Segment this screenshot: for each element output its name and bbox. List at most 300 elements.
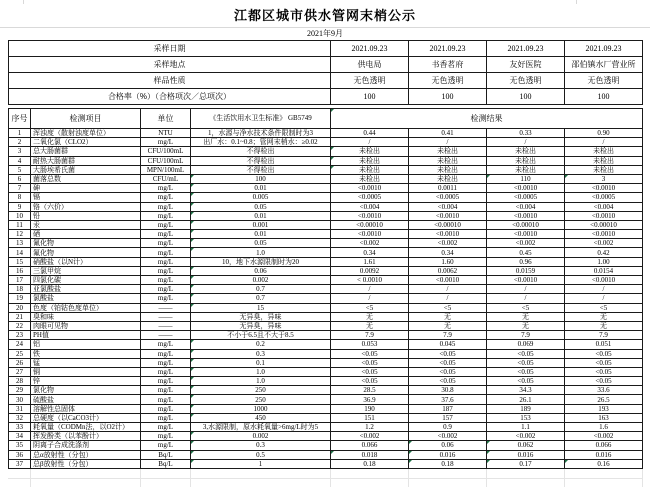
cell-result: <5 — [565, 303, 643, 312]
cell-result: <0.004 — [331, 202, 409, 211]
cell-unit: mg/L — [141, 377, 191, 386]
cell-result: 0.062 — [487, 441, 565, 450]
table-row — [9, 211, 643, 220]
green-corner-marker — [191, 230, 194, 233]
cell-result: <0.05 — [565, 358, 643, 367]
cell-unit: mg/L — [141, 395, 191, 404]
table-row — [9, 367, 643, 376]
cell-result: 1.1 — [487, 423, 565, 432]
cell-no: 22 — [9, 321, 31, 330]
cell-standard: 15 — [191, 303, 331, 312]
cell-result: 未检出 — [331, 147, 409, 156]
cell-result: 0.0159 — [487, 266, 565, 275]
table-row — [9, 441, 643, 450]
green-corner-marker — [191, 414, 194, 417]
cell-result: <0.0010 — [331, 184, 409, 193]
cell-result: <5 — [331, 303, 409, 312]
cell-standard: 1.0 — [191, 377, 331, 386]
cell-item: 亚氯酸盐 — [31, 285, 141, 294]
cell-item: 耐热大肠菌群 — [31, 156, 141, 165]
cell-result: <0.0010 — [409, 276, 487, 285]
cell-no: 32 — [9, 413, 31, 422]
cell-result: <0.05 — [487, 358, 565, 367]
cell-result: <0.05 — [331, 349, 409, 358]
cell-item: 锰 — [31, 358, 141, 367]
cell-result: <0.0005 — [409, 193, 487, 202]
cell-result: <0.05 — [409, 377, 487, 386]
cell-unit: mg/L — [141, 386, 191, 395]
cell-result: / — [331, 138, 409, 147]
cell-result: <0.0010 — [565, 276, 643, 285]
cell-unit: mg/L — [141, 413, 191, 422]
cell-result: <0.002 — [565, 432, 643, 441]
cell-result: 0.045 — [409, 340, 487, 349]
cell-result: 0.069 — [487, 340, 565, 349]
cell-no: 27 — [9, 367, 31, 376]
cell-standard: 0.7 — [191, 285, 331, 294]
cell-result: 0.18 — [331, 459, 409, 468]
table-row — [9, 147, 643, 156]
cell-result: 1.2 — [331, 423, 409, 432]
cell-item: 溶解性总固体 — [31, 404, 141, 413]
cell-result: 7.9 — [331, 331, 409, 340]
cell-standard: 1000 — [191, 404, 331, 413]
cell-result: 28.5 — [331, 386, 409, 395]
cell-unit: mg/L — [141, 432, 191, 441]
table-row — [9, 138, 643, 147]
cell-result: 0.066 — [331, 441, 409, 450]
green-corner-marker — [565, 460, 568, 463]
table-row — [9, 156, 643, 165]
cell-result: 0.90 — [565, 129, 643, 138]
cell-result: 187 — [409, 404, 487, 413]
info-label: 采样地点 — [9, 57, 331, 73]
cell-no: 1 — [9, 129, 31, 138]
green-corner-marker — [191, 221, 194, 224]
column-header-unit: 单位 — [141, 109, 191, 129]
info-value: 2021.09.23 — [487, 41, 565, 57]
cell-item: 铅 — [31, 211, 141, 220]
cell-result: 无 — [487, 312, 565, 321]
cell-unit: mg/L — [141, 294, 191, 303]
cell-unit: mg/L — [141, 285, 191, 294]
cell-no: 23 — [9, 331, 31, 340]
cell-result: <5 — [487, 303, 565, 312]
cell-result: 3 — [565, 174, 643, 183]
green-corner-marker — [191, 340, 194, 343]
cell-result: <0.0010 — [565, 184, 643, 193]
results-header-label: 检测结果 — [470, 114, 503, 123]
cell-unit: mg/L — [141, 248, 191, 257]
cell-standard: 0.05 — [191, 202, 331, 211]
cell-item: 硒 — [31, 230, 141, 239]
cell-result: 0.17 — [487, 459, 565, 468]
cell-result: / — [331, 285, 409, 294]
cell-result: <0.0010 — [487, 184, 565, 193]
green-corner-marker — [191, 285, 194, 288]
cell-result: <0.00010 — [409, 220, 487, 229]
cell-unit: NTU — [141, 129, 191, 138]
table-header-row — [9, 109, 643, 129]
cell-result: 1.6 — [565, 423, 643, 432]
cell-result: <0.002 — [409, 432, 487, 441]
cell-result: <0.05 — [565, 377, 643, 386]
cell-item: 总硬度（以CaCO3计） — [31, 413, 141, 422]
cell-no: 16 — [9, 266, 31, 275]
cell-unit: mg/L — [141, 404, 191, 413]
green-corner-marker — [409, 441, 412, 444]
cell-standard: 0.06 — [191, 266, 331, 275]
page-title: 江都区城市供水管网末梢公示 — [233, 8, 416, 23]
info-value: 无色透明 — [487, 73, 565, 89]
cell-standard: 0.3 — [191, 349, 331, 358]
info-row — [9, 41, 643, 57]
cell-result: 151 — [331, 413, 409, 422]
cell-no: 33 — [9, 423, 31, 432]
cell-result: <0.00010 — [565, 220, 643, 229]
cell-no: 35 — [9, 441, 31, 450]
cell-result: 未检出 — [565, 165, 643, 174]
cell-standard: 0.002 — [191, 276, 331, 285]
cell-standard: 不小于6.5且不大于8.5 — [191, 331, 331, 340]
green-corner-marker — [191, 386, 194, 389]
cell-result: 0.16 — [565, 459, 643, 468]
green-corner-marker — [487, 460, 490, 463]
green-corner-marker — [565, 175, 568, 178]
info-label: 合格率（%）（合格项次／总项次） — [9, 89, 331, 105]
cell-unit: MPN/100mL — [141, 165, 191, 174]
cell-item: 耗氧量（CODMn法，以O2计） — [31, 423, 141, 432]
info-value: 100 — [487, 89, 565, 105]
cell-no: 7 — [9, 184, 31, 193]
cell-unit: —— — [141, 303, 191, 312]
cell-unit: mg/L — [141, 358, 191, 367]
cell-unit: mg/L — [141, 340, 191, 349]
cell-result: <0.002 — [487, 432, 565, 441]
cell-result: 无 — [409, 312, 487, 321]
green-corner-marker — [191, 294, 194, 297]
column-header-no: 序号 — [9, 109, 31, 129]
cell-result: 0.018 — [331, 450, 409, 459]
cell-no: 20 — [9, 303, 31, 312]
cell-result: 0.34 — [331, 248, 409, 257]
table-row — [9, 220, 643, 229]
cell-result: 37.6 — [409, 395, 487, 404]
cell-item: 汞 — [31, 220, 141, 229]
cell-result: <0.05 — [487, 377, 565, 386]
info-value: 2021.09.23 — [565, 41, 643, 57]
column-header-results — [331, 109, 643, 129]
table-row — [9, 432, 643, 441]
cell-standard: 不得检出 — [191, 156, 331, 165]
cell-result: <0.002 — [331, 432, 409, 441]
cell-no: 19 — [9, 294, 31, 303]
green-corner-marker — [191, 248, 194, 251]
cell-result: / — [409, 294, 487, 303]
info-row — [9, 89, 643, 105]
cell-result: / — [565, 285, 643, 294]
green-corner-marker — [487, 441, 490, 444]
cell-result: 未检出 — [409, 147, 487, 156]
table-row — [9, 239, 643, 248]
info-value: 供电局 — [331, 57, 409, 73]
cell-result: <0.05 — [331, 358, 409, 367]
cell-result: 无 — [487, 321, 565, 330]
green-corner-marker — [331, 147, 334, 150]
sampling-info-table — [8, 40, 643, 105]
green-corner-marker — [191, 193, 194, 196]
table-row — [9, 266, 643, 275]
cell-result: 0.45 — [487, 248, 565, 257]
table-row — [9, 377, 643, 386]
cell-standard: 0.7 — [191, 294, 331, 303]
cell-standard: 3,水源限制，原水耗氧量>6mg/L时为5 — [191, 423, 331, 432]
cell-unit: Bq/L — [141, 459, 191, 468]
cell-item: 镉 — [31, 193, 141, 202]
cell-result: 0.42 — [565, 248, 643, 257]
cell-item: 氯化物 — [31, 386, 141, 395]
cell-standard: 无异臭，异味 — [191, 312, 331, 321]
cell-unit: mg/L — [141, 193, 191, 202]
cell-result: <0.002 — [487, 239, 565, 248]
table-row — [9, 423, 643, 432]
cell-no: 37 — [9, 459, 31, 468]
cell-result: <0.0010 — [565, 211, 643, 220]
cell-standard: 0.005 — [191, 193, 331, 202]
test-results-table — [8, 108, 643, 469]
cell-result: <0.0010 — [487, 276, 565, 285]
cell-no: 31 — [9, 404, 31, 413]
cell-standard: 0.3 — [191, 441, 331, 450]
info-value: 2021.09.23 — [331, 41, 409, 57]
cell-result: 34.3 — [487, 386, 565, 395]
cell-item: 铜 — [31, 367, 141, 376]
green-corner-marker — [191, 304, 194, 307]
cell-item: 总大肠菌群 — [31, 147, 141, 156]
green-corner-marker — [191, 405, 194, 408]
cell-standard: 450 — [191, 413, 331, 422]
cell-result: 7.9 — [565, 331, 643, 340]
cell-result: 190 — [331, 404, 409, 413]
cell-result: <0.0010 — [409, 230, 487, 239]
info-label: 样品性质 — [9, 73, 331, 89]
info-value: 无色透明 — [409, 73, 487, 89]
table-row — [9, 294, 643, 303]
cell-no: 12 — [9, 230, 31, 239]
cell-standard: 1 — [191, 459, 331, 468]
cell-result: <0.002 — [409, 239, 487, 248]
cell-result: <0.0010 — [565, 230, 643, 239]
table-row — [9, 386, 643, 395]
cell-standard: 0.5 — [191, 450, 331, 459]
cell-standard: 1.0 — [191, 367, 331, 376]
green-corner-marker — [191, 276, 194, 279]
cell-result: 1.00 — [565, 257, 643, 266]
green-corner-marker — [331, 157, 334, 160]
cell-result: / — [409, 285, 487, 294]
cell-item: 总β放射性（分包） — [31, 459, 141, 468]
cell-result: 无 — [565, 312, 643, 321]
table-row — [9, 395, 643, 404]
table-row — [9, 321, 643, 330]
cell-item: 硫酸盐 — [31, 395, 141, 404]
cell-result: 0.066 — [565, 441, 643, 450]
gridline — [23, 0, 24, 4]
cell-unit: mg/L — [141, 441, 191, 450]
cell-standard: 0.2 — [191, 340, 331, 349]
cell-unit: Bq/L — [141, 450, 191, 459]
info-value: 无色透明 — [331, 73, 409, 89]
cell-no: 9 — [9, 202, 31, 211]
cell-unit: mg/L — [141, 138, 191, 147]
cell-result: 0.016 — [409, 450, 487, 459]
cell-unit: mg/L — [141, 211, 191, 220]
info-row — [9, 73, 643, 89]
cell-unit: mg/L — [141, 202, 191, 211]
green-corner-marker — [191, 395, 194, 398]
cell-result: <0.05 — [409, 349, 487, 358]
green-corner-marker — [191, 368, 194, 371]
cell-result: 30.8 — [409, 386, 487, 395]
cell-item: 阴离子合成洗涤剂 — [31, 441, 141, 450]
column-header-standard: 《生活饮用水卫生标准》 GB5749 — [191, 109, 331, 129]
cell-unit: mg/L — [141, 184, 191, 193]
table-row — [9, 312, 643, 321]
info-value: 2021.09.23 — [409, 41, 487, 57]
cell-result: 7.9 — [487, 331, 565, 340]
cell-result: 153 — [487, 413, 565, 422]
table-row — [9, 404, 643, 413]
green-corner-marker — [487, 451, 490, 454]
cell-item: 三氯甲烷 — [31, 266, 141, 275]
cell-result: 0.34 — [409, 248, 487, 257]
cell-standard: 出厂水：0.1~0.8；管网末梢水：≥0.02 — [191, 138, 331, 147]
cell-result: 0.0062 — [409, 266, 487, 275]
green-corner-marker — [191, 460, 194, 463]
cell-result: <0.05 — [409, 358, 487, 367]
cell-result: 189 — [487, 404, 565, 413]
green-corner-marker — [191, 377, 194, 380]
green-corner-marker — [409, 451, 412, 454]
cell-result: 193 — [565, 404, 643, 413]
table-row — [9, 285, 643, 294]
empty-spreadsheet-rows — [8, 469, 643, 487]
cell-unit: CFU/mL — [141, 174, 191, 183]
cell-result: <0.05 — [331, 377, 409, 386]
info-value: 100 — [331, 89, 409, 105]
cell-result: / — [331, 294, 409, 303]
cell-standard: 0.001 — [191, 220, 331, 229]
green-corner-marker — [191, 175, 194, 178]
cell-item: PH值 — [31, 331, 141, 340]
cell-no: 5 — [9, 165, 31, 174]
cell-result: 未检出 — [487, 165, 565, 174]
cell-no: 18 — [9, 285, 31, 294]
cell-standard: 250 — [191, 395, 331, 404]
cell-unit: CFU/100mL — [141, 147, 191, 156]
cell-no: 29 — [9, 386, 31, 395]
cell-unit: CFU/100mL — [141, 156, 191, 165]
cell-standard: 无异臭，异味 — [191, 321, 331, 330]
cell-no: 24 — [9, 340, 31, 349]
cell-standard: 250 — [191, 386, 331, 395]
cell-result: 未检出 — [409, 156, 487, 165]
table-row — [9, 184, 643, 193]
cell-result: <0.004 — [409, 202, 487, 211]
green-corner-marker — [409, 460, 412, 463]
cell-result: <0.0010 — [409, 211, 487, 220]
table-row — [9, 358, 643, 367]
empty-row — [8, 469, 642, 479]
cell-no: 4 — [9, 156, 31, 165]
cell-no: 17 — [9, 276, 31, 285]
cell-item: 挥发酚类（以苯酚计） — [31, 432, 141, 441]
cell-result: / — [487, 285, 565, 294]
cell-no: 6 — [9, 174, 31, 183]
cell-result: <0.002 — [565, 239, 643, 248]
spreadsheet-top-strip — [0, 0, 650, 4]
cell-result: <0.05 — [487, 349, 565, 358]
table-row — [9, 459, 643, 468]
cell-item: 氰化物 — [31, 239, 141, 248]
cell-result: <0.00010 — [487, 220, 565, 229]
cell-unit: mg/L — [141, 257, 191, 266]
cell-result: 0.44 — [331, 129, 409, 138]
cell-result: 0.051 — [565, 340, 643, 349]
cell-no: 15 — [9, 257, 31, 266]
cell-no: 3 — [9, 147, 31, 156]
cell-item: 臭和味 — [31, 312, 141, 321]
cell-item: 硝酸盐（以N计） — [31, 257, 141, 266]
cell-result: 1.60 — [409, 257, 487, 266]
table-row — [9, 129, 643, 138]
cell-result: <5 — [409, 303, 487, 312]
cell-item: 大肠埃希氏菌 — [31, 165, 141, 174]
cell-item: 铬（六价） — [31, 202, 141, 211]
cell-result: 无 — [331, 321, 409, 330]
green-corner-marker — [191, 239, 194, 242]
table-row — [9, 230, 643, 239]
table-row — [9, 193, 643, 202]
cell-no: 26 — [9, 358, 31, 367]
cell-result: <0.004 — [565, 202, 643, 211]
cell-result: 未检出 — [331, 156, 409, 165]
cell-result: 0.96 — [487, 257, 565, 266]
cell-unit: mg/L — [141, 266, 191, 275]
green-corner-marker — [191, 267, 194, 270]
cell-item: 铁 — [31, 349, 141, 358]
cell-result: <0.0010 — [331, 230, 409, 239]
table-row — [9, 413, 643, 422]
cell-result: 0.053 — [331, 340, 409, 349]
table-row — [9, 276, 643, 285]
cell-item: 氟化物 — [31, 248, 141, 257]
info-value: 书香茗府 — [409, 57, 487, 73]
cell-unit: —— — [141, 331, 191, 340]
cell-result: 未检出 — [565, 156, 643, 165]
cell-standard: 0.1 — [191, 358, 331, 367]
cell-result: / — [565, 138, 643, 147]
cell-standard: 100 — [191, 174, 331, 183]
cell-result: 0.0092 — [331, 266, 409, 275]
cell-result: 110 — [487, 174, 565, 183]
cell-unit: mg/L — [141, 230, 191, 239]
cell-item: 二氧化氯（CLO2） — [31, 138, 141, 147]
info-value: 友好医院 — [487, 57, 565, 73]
cell-no: 11 — [9, 220, 31, 229]
cell-result: <0.05 — [409, 367, 487, 376]
cell-standard: 不得检出 — [191, 147, 331, 156]
